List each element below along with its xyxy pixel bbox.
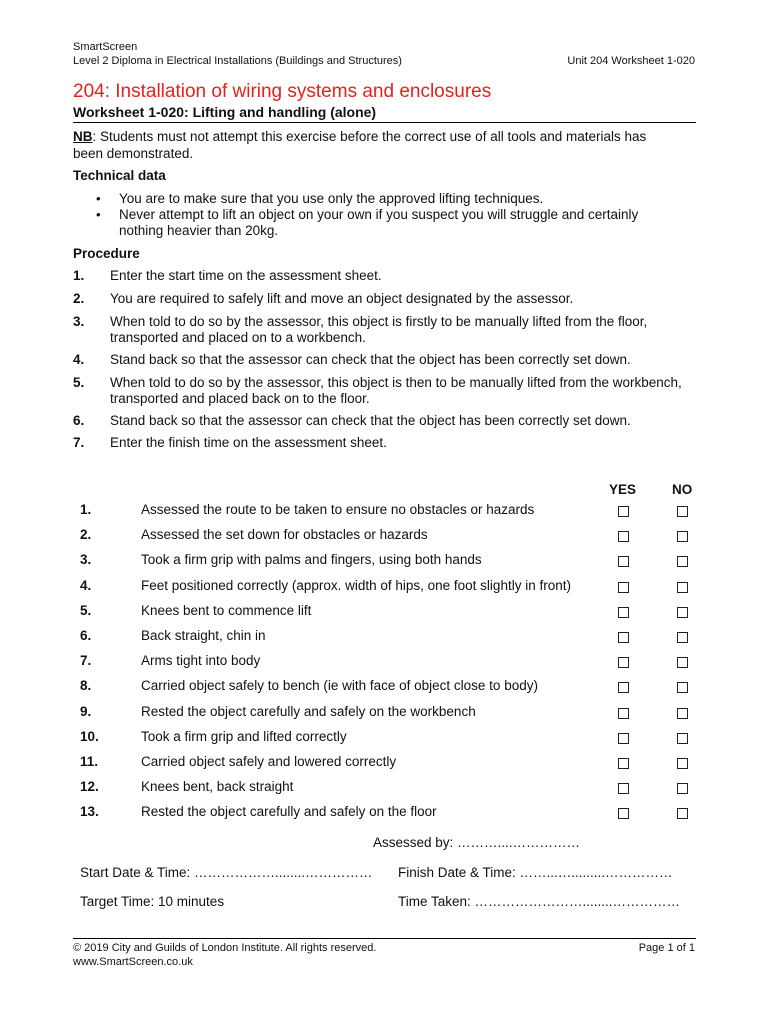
technical-bullet-text: nothing heavier than 20kg.	[119, 223, 279, 238]
no-checkbox[interactable]	[677, 607, 688, 618]
checklist-item-text: Rested the object carefully and safely on the floor	[141, 804, 437, 820]
footer-page-number: Page 1 of 1	[638, 942, 695, 954]
assessed-by-field: Assessed by: ………....……………	[373, 835, 581, 850]
note-text: : Students must not attempt this exercise before the correct use of all tools and materials has	[92, 129, 647, 144]
checklist-item-number: 8.	[80, 678, 92, 694]
no-checkbox[interactable]	[677, 556, 688, 567]
yes-checkbox[interactable]	[618, 783, 629, 794]
checklist-item-number: 10.	[80, 728, 99, 744]
header-unit-ref: Unit 204 Worksheet 1-020	[567, 55, 695, 67]
yes-checkbox[interactable]	[618, 733, 629, 744]
checklist-item-number: 11.	[80, 754, 99, 769]
procedure-step-number: 6.	[73, 413, 85, 428]
checklist-item-number: 6.	[80, 628, 92, 643]
page-title: 204: Installation of wiring systems and enclosures	[73, 81, 492, 102]
checklist-item-text: Took a firm grip and lifted correctly	[141, 728, 347, 744]
technical-bullet-text: Never attempt to lift an object on your own if you suspect you will struggle and certainly	[119, 207, 639, 222]
procedure-step-number: 7.	[73, 435, 85, 450]
footer-divider	[73, 938, 696, 939]
footer-website: www.SmartScreen.co.uk	[73, 956, 193, 968]
bullet-dot: •	[96, 207, 101, 222]
checklist-item-text: Carried object safely and lowered correctly	[141, 754, 397, 769]
note-label: NB	[73, 129, 93, 144]
footer-copyright: © 2019 City and Guilds of London Institute. All rights reserved.	[73, 942, 377, 954]
procedure-heading: Procedure	[73, 246, 140, 261]
no-checkbox[interactable]	[677, 657, 688, 668]
no-checkbox[interactable]	[677, 632, 688, 643]
header-course: Level 2 Diploma in Electrical Installations (Buildings and Structures)	[73, 55, 402, 67]
target-time: Target Time: 10 minutes	[80, 894, 225, 909]
checklist-item-text: Knees bent to commence lift	[141, 602, 312, 618]
yes-checkbox[interactable]	[618, 632, 629, 643]
yes-checkbox[interactable]	[618, 758, 629, 769]
checklist-item-text: Assessed the route to be taken to ensure no obstacles or hazards	[141, 502, 535, 517]
procedure-step-text: Enter the finish time on the assessment sheet.	[110, 435, 387, 450]
worksheet-subtitle: Worksheet 1-020: Lifting and handling (alone)	[73, 104, 377, 120]
yes-checkbox[interactable]	[618, 607, 629, 618]
yes-checkbox[interactable]	[618, 556, 629, 567]
no-checkbox[interactable]	[677, 733, 688, 744]
checklist-item-text: Carried object safely to bench (ie with face of object close to body)	[141, 678, 538, 694]
checklist-item-number: 12.	[80, 779, 99, 795]
checklist-item-text: Took a firm grip with palms and fingers, using both hands	[141, 552, 482, 568]
checklist-item-number: 4.	[80, 577, 92, 593]
yes-checkbox[interactable]	[618, 682, 629, 693]
bullet-dot: •	[96, 191, 101, 206]
no-checkbox[interactable]	[677, 582, 688, 593]
title-divider	[73, 122, 696, 123]
finish-time-field: Finish Date & Time: ……...….........……………	[398, 865, 673, 880]
procedure-step-number: 2.	[73, 291, 85, 306]
technical-heading: Technical data	[73, 168, 166, 183]
procedure-step-number: 5.	[73, 375, 85, 390]
checklist-item-text: Assessed the set down for obstacles or hazards	[141, 527, 428, 543]
procedure-step-number: 1.	[73, 268, 85, 283]
checklist-item-text: Rested the object carefully and safely on the workbench	[141, 703, 476, 719]
yes-checkbox[interactable]	[618, 708, 629, 719]
note-line-1	[73, 129, 646, 145]
no-checkbox[interactable]	[677, 783, 688, 794]
checklist-item-number: 13.	[80, 804, 99, 820]
no-checkbox[interactable]	[677, 808, 688, 819]
header-brand: SmartScreen	[73, 41, 138, 53]
procedure-step-text: Stand back so that the assessor can check that the object has been correctly set down.	[110, 352, 631, 367]
checklist-item-number: 1.	[80, 502, 92, 517]
no-column-header: NO	[672, 482, 693, 497]
no-checkbox[interactable]	[677, 708, 688, 719]
procedure-step-text: You are required to safely lift and move an object designated by the assessor.	[110, 291, 574, 306]
no-checkbox[interactable]	[677, 506, 688, 517]
checklist-item-number: 5.	[80, 602, 92, 618]
no-checkbox[interactable]	[677, 758, 688, 769]
procedure-step-text: Stand back so that the assessor can check that the object has been correctly set down.	[110, 413, 631, 428]
yes-checkbox[interactable]	[618, 506, 629, 517]
yes-checkbox[interactable]	[618, 657, 629, 668]
procedure-step-text: When told to do so by the assessor, this object is firstly to be manually lifted from the floor, transported and placed on to a workbench.	[110, 314, 648, 345]
no-checkbox[interactable]	[677, 682, 688, 693]
checklist-item-number: 2.	[80, 527, 92, 543]
procedure-step-text: When told to do so by the assessor, this object is then to be manually lifted from the workbench, transported and placed back on to the floor.	[110, 375, 682, 406]
checklist-item-text: Arms tight into body	[141, 653, 261, 669]
yes-checkbox[interactable]	[618, 531, 629, 542]
no-checkbox[interactable]	[677, 531, 688, 542]
checklist-item-number: 9.	[80, 703, 92, 719]
checklist-item-text: Knees bent, back straight	[141, 779, 294, 795]
time-taken-field: Time Taken: ……………………........……………	[398, 894, 681, 909]
procedure-step-number: 4.	[73, 352, 85, 367]
technical-bullet-text: You are to make sure that you use only the approved lifting techniques.	[119, 191, 544, 206]
procedure-step-number: 3.	[73, 314, 85, 329]
checklist-item-number: 7.	[80, 653, 92, 669]
checklist-item-text: Back straight, chin in	[141, 628, 266, 643]
checklist-item-text: Feet positioned correctly (approx. width of hips, one foot slightly in front)	[141, 577, 571, 593]
yes-checkbox[interactable]	[618, 582, 629, 593]
note-line-2: been demonstrated.	[73, 146, 194, 161]
start-time-field: Start Date & Time: ………………........……………	[80, 865, 373, 880]
checklist-item-number: 3.	[80, 552, 92, 568]
yes-checkbox[interactable]	[618, 808, 629, 819]
procedure-step-text: Enter the start time on the assessment sheet.	[110, 268, 382, 283]
yes-column-header: YES	[609, 482, 637, 497]
